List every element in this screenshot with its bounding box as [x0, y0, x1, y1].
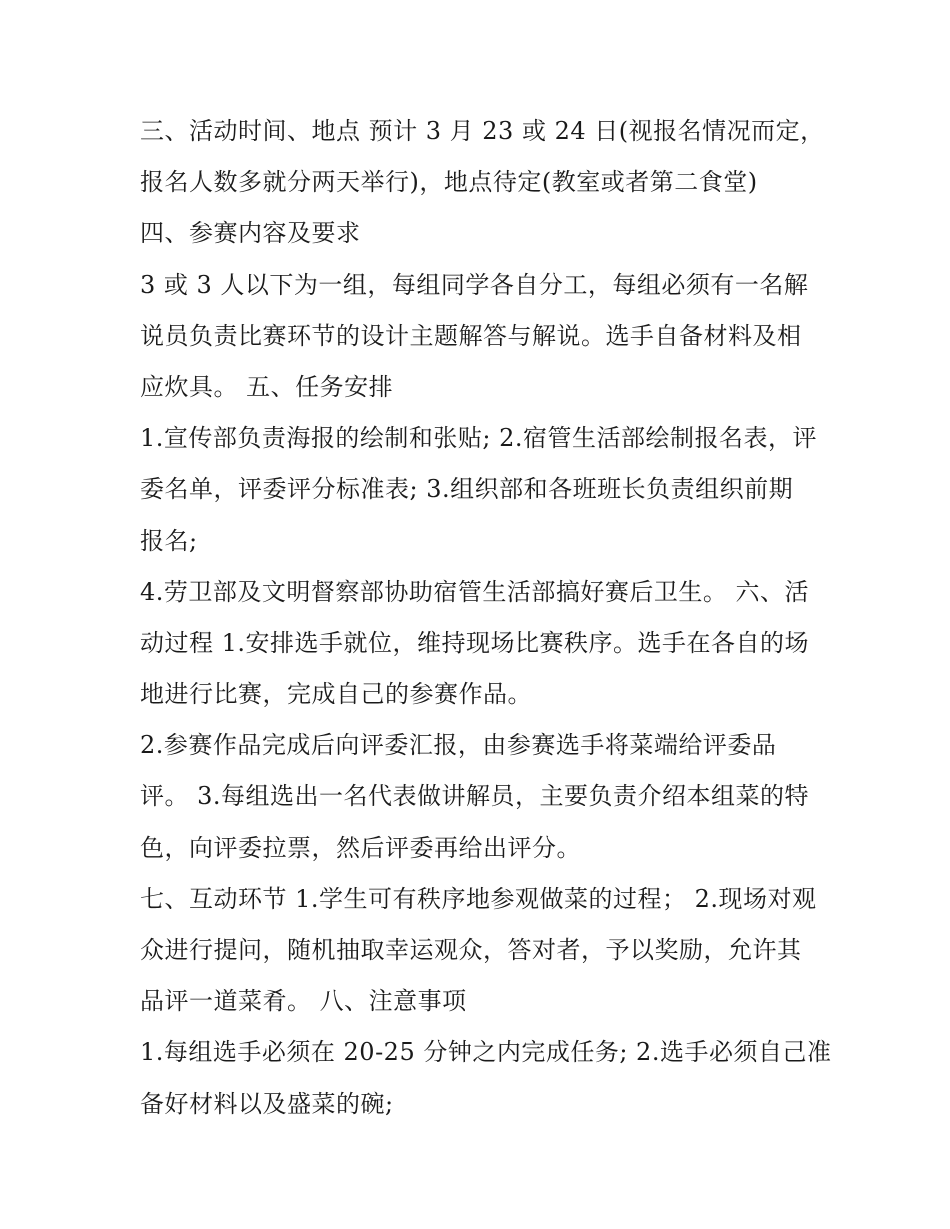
- text-line: 3 或 3 人以下为一组，每组同学各自分工，每组必须有一名解: [140, 270, 809, 299]
- text-line: 1.宣传部负责海报的绘制和张贴; 2.宿管生活部绘制报名表，评: [140, 424, 818, 453]
- text-line: 七、互动环节 1.学生可有秩序地参观做菜的过程； 2.现场对观: [140, 884, 817, 913]
- text-line: 报名;: [140, 526, 198, 555]
- document-body: [140, 106, 832, 1130]
- text-line: 众进行提问，随机抽取幸运观众，答对者，予以奖励，允许其: [140, 936, 802, 964]
- text-line: 1.每组选手必须在 20-25 分钟之内完成任务; 2.选手必须自己准: [140, 1038, 832, 1067]
- text-line: 说员负责比赛环节的设计主题解答与解说。选手自备材料及相: [140, 321, 802, 350]
- text-line: 色，向评委拉票，然后评委再给出评分。: [140, 833, 581, 862]
- text-line: 三、活动时间、地点 预计 3 月 23 或 24 日(视报名情况而定，: [140, 117, 825, 145]
- text-line: 品评一道菜肴。 八、注意事项: [140, 987, 467, 1016]
- text-line: 2.参赛作品完成后向评委汇报，由参赛选手将菜端给评委品: [140, 731, 777, 760]
- text-line: 动过程 1.安排选手就位，维持现场比赛秩序。选手在各自的场: [140, 628, 810, 657]
- text-line: 备好材料以及盛菜的碗;: [140, 1089, 394, 1118]
- text-line: 报名人数多就分两天举行)，地点待定(教室或者第二食堂): [140, 168, 758, 197]
- text-line: 4.劳卫部及文明督察部协助宿管生活部搞好赛后卫生。 六、活: [140, 577, 810, 606]
- text-line: 委名单，评委评分标准表; 3.组织部和各班班长负责组织前期: [140, 475, 794, 504]
- text-line: 应炊具。 五、任务安排: [140, 372, 394, 401]
- text-line: 四、参赛内容及要求: [140, 219, 361, 248]
- text-line: 评。 3.每组选出一名代表做讲解员，主要负责介绍本组菜的特: [140, 782, 810, 811]
- text-line: 地进行比赛，完成自己的参赛作品。: [140, 680, 532, 709]
